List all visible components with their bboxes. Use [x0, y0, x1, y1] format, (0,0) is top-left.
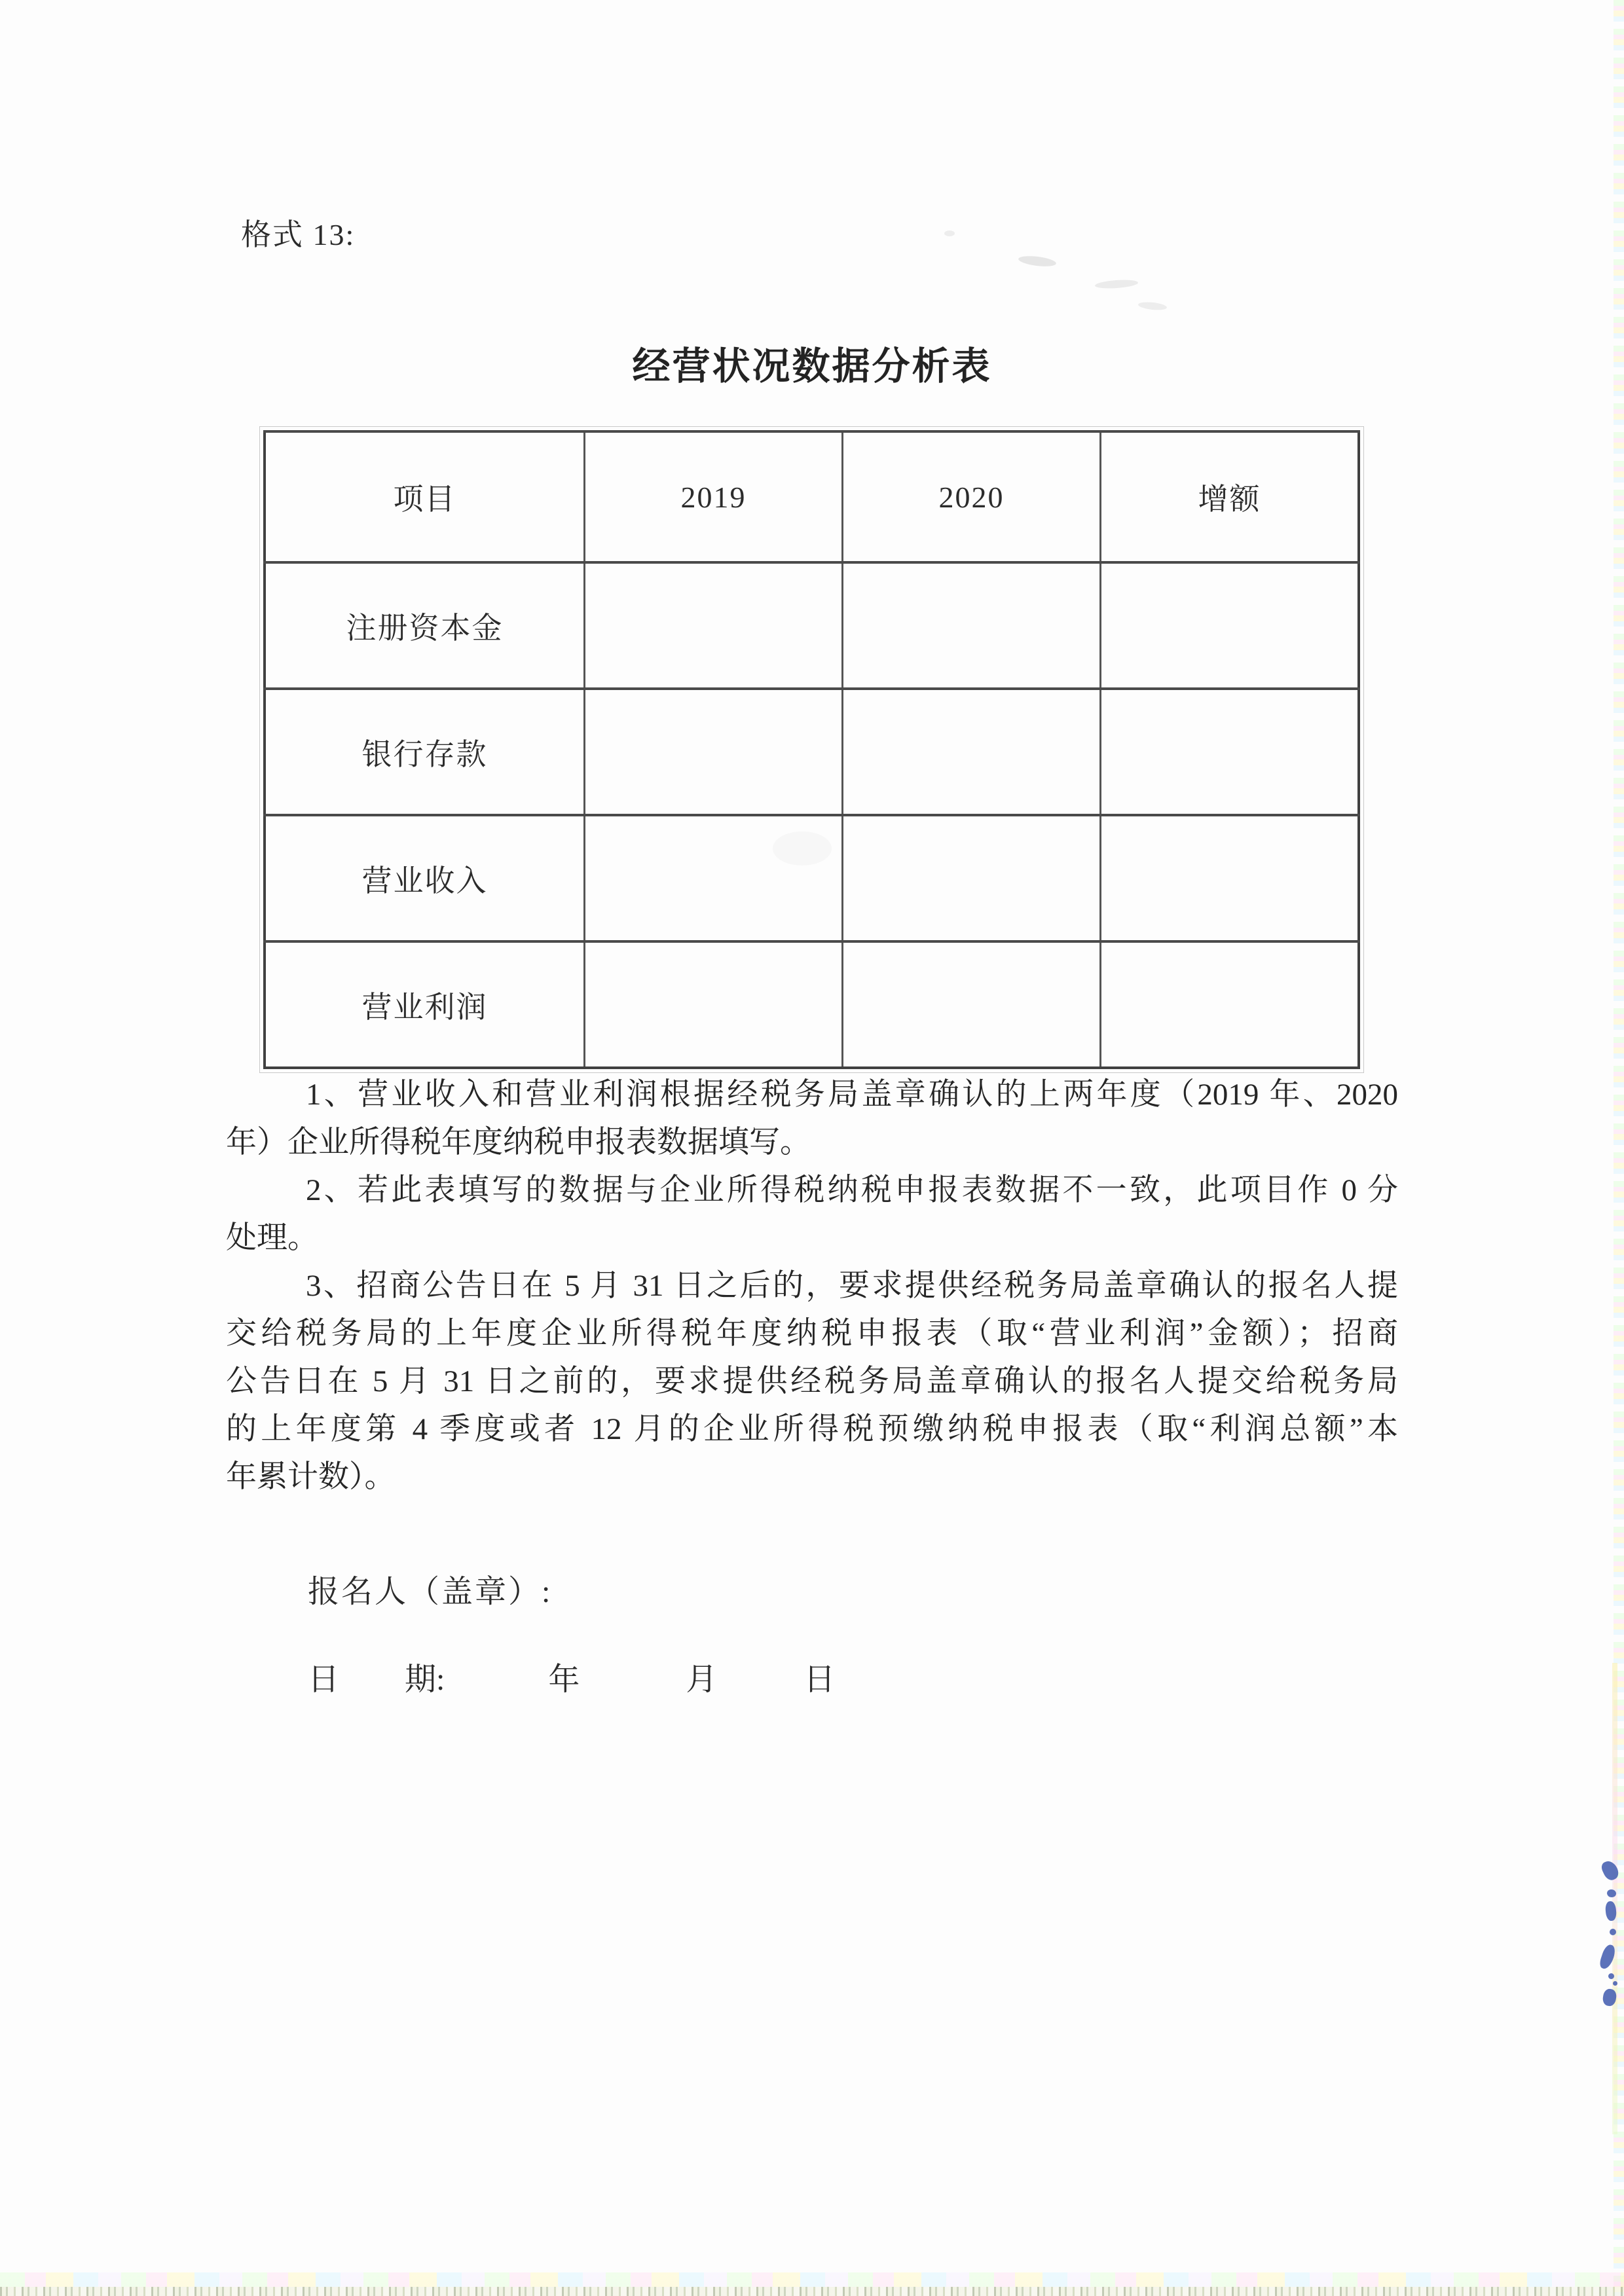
table-header-row: [265, 431, 1359, 562]
cell-bank-deposit-2020: [843, 689, 1101, 815]
table-row: [265, 562, 1359, 689]
header-item: 项目: [265, 431, 585, 562]
note-1-line-1: 1、营业收入和营业利润根据经税务局盖章确认的上两年度（2019 年、2020: [306, 1078, 1398, 1112]
analysis-table: [263, 430, 1360, 1069]
note-3-line-2: 交给税务局的上年度企业所得税年度纳税申报表（取“营业利润”金额）；招商: [226, 1317, 1398, 1351]
bottom-edge-speckle-line: [0, 2287, 1624, 2296]
applicant-seal-label: 报名人（盖章）:: [308, 1575, 553, 1609]
header-increase: 增额: [1101, 431, 1359, 562]
scan-smudge: [1018, 255, 1056, 268]
note-3-line-3: 公告日在 5 月 31 日之前的，要求提供经税务局盖章确认的报名人提交给税务局: [226, 1364, 1398, 1398]
header-2019: 2019: [585, 431, 843, 562]
header-2020: 2020: [843, 431, 1101, 562]
cell-operating-profit-2019: [585, 941, 843, 1068]
cell-registered-capital-increase: [1101, 562, 1359, 689]
row-label-bank-deposit: 银行存款: [265, 689, 585, 815]
row-label-registered-capital: 注册资本金: [265, 562, 585, 689]
note-2-line-2: 处理。: [226, 1221, 318, 1255]
page-title: 经营状况数据分析表: [632, 344, 992, 388]
row-label-operating-profit: 营业利润: [265, 941, 585, 1068]
table-row: [265, 815, 1359, 941]
table-row: [265, 689, 1359, 815]
blue-ink-mark: [1600, 1861, 1623, 2011]
scan-smudge: [944, 230, 955, 236]
note-3-line-4: 的上年度第 4 季度或者 12 月的企业所得税预缴纳税申报表（取“利润总额”本: [226, 1412, 1398, 1446]
notes-block: [226, 1071, 1398, 1501]
scan-smudge: [1138, 301, 1168, 312]
cell-operating-profit-increase: [1101, 941, 1359, 1068]
date-month-blank: 月: [686, 1662, 718, 1697]
note-1-line-2: 年）企业所得税年度纳税申报表数据填写。: [226, 1125, 811, 1159]
cell-registered-capital-2020: [843, 562, 1101, 689]
format-number-label: 格式 13:: [241, 218, 356, 251]
cell-operating-revenue-increase: [1101, 815, 1359, 941]
date-line: [308, 1654, 835, 1699]
cell-operating-revenue-2019: [585, 815, 843, 941]
bottom-edge-scan-noise: [0, 2272, 1624, 2287]
row-label-operating-revenue: 营业收入: [265, 815, 585, 941]
scan-smudge: [1095, 279, 1139, 290]
note-3-line-1: 3、招商公告日在 5 月 31 日之后的，要求提供经税务局盖章确认的报名人提: [306, 1269, 1398, 1303]
right-edge-color-streak: [1612, 1663, 1617, 2134]
date-word-ri: 日: [308, 1662, 340, 1697]
cell-registered-capital-2019: [585, 562, 843, 689]
note-2-line-1: 2、若此表填写的数据与企业所得税纳税申报表数据不一致，此项目作 0 分: [306, 1173, 1398, 1207]
cell-operating-revenue-2020: [843, 815, 1101, 941]
cell-bank-deposit-increase: [1101, 689, 1359, 815]
note-3-line-5: 年累计数）。: [226, 1460, 396, 1494]
date-word-qi: 期:: [405, 1662, 445, 1697]
date-day-blank: 日: [803, 1662, 836, 1697]
table-row: [265, 941, 1359, 1068]
cell-operating-profit-2020: [843, 941, 1101, 1068]
cell-bank-deposit-2019: [585, 689, 843, 815]
date-year-blank: 年: [548, 1662, 580, 1697]
